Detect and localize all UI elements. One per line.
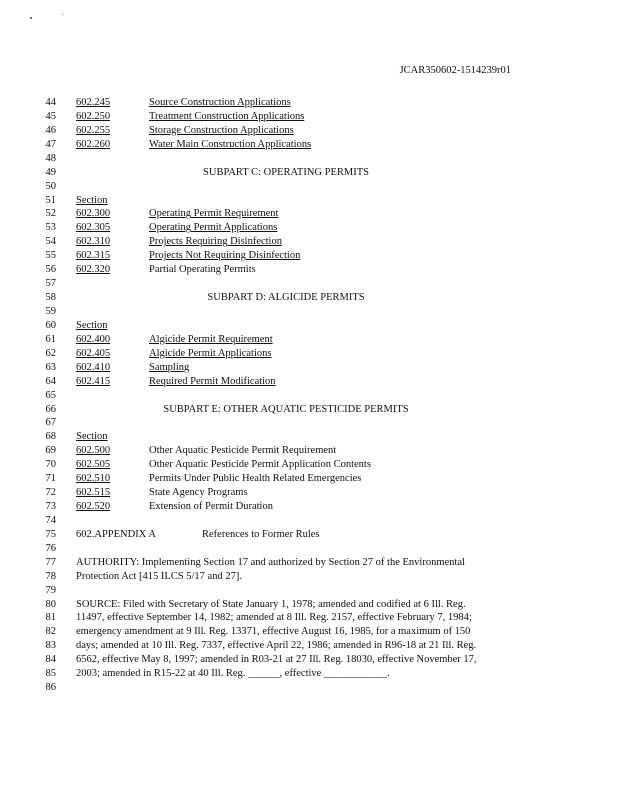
section-number: 602.315 [76,250,111,262]
line-number: 65 [45,389,56,401]
section-title: Extension of Permit Duration [149,501,273,512]
line-number: 78 [45,570,56,582]
line-number: 47 [45,138,56,150]
line-number: 80 [45,598,56,610]
document-line [0,403,600,417]
document-line [0,472,600,486]
document-line [0,389,600,403]
line-number: 61 [45,333,56,345]
document-line [0,486,600,500]
document-line [0,556,600,570]
document-line [0,194,600,208]
section-title: Required Permit Modification [149,375,276,387]
document-line [0,361,600,375]
section-number: 602.245 [76,97,111,108]
document-line [0,639,600,653]
line-number: 71 [45,473,56,485]
line-number: 60 [45,319,56,331]
document-line [0,221,600,235]
section-title: Treatment Construction Applications [149,110,305,122]
line-number: 66 [45,403,56,415]
line-number: 81 [45,612,56,624]
section-title: Other Aquatic Pesticide Permit Application Contents [149,459,371,471]
section-title: Other Aquatic Pesticide Permit Requirement [149,445,337,457]
section-number: 602.410 [76,361,111,373]
section-number: Section [76,194,108,206]
document-line [0,681,600,695]
section-title: Projects Requiring Disinfection [149,236,282,248]
section-title: Partial Operating Permits [149,264,256,276]
subpart-heading: SUBPART E: OTHER AQUATIC PESTICIDE PERMITS [163,403,409,415]
line-number: 63 [45,361,56,373]
document-line [0,430,600,444]
section-title: Algicide Permit Requirement [149,333,273,345]
document-line [0,625,600,639]
document-line [0,570,600,584]
section-number: Section [76,431,108,443]
document-line [0,375,600,389]
paragraph-text: 2003; amended in R15-22 at 40 Ill. Reg. ______, effective ____________. [76,668,390,680]
line-number: 64 [45,375,56,387]
line-number: 53 [45,222,56,234]
paragraph-text: days; amended at 10 Ill. Reg. 7337, effective April 22, 1986; amended in R96-18 at 21 Ill. Reg. [76,640,477,652]
paragraph-text: AUTHORITY: Implementing Section 17 and authorized by Section 27 of the Environmental [76,556,465,568]
document-line [0,180,600,194]
section-title: Projects Not Requiring Disinfection [149,250,301,262]
section-number: 602.500 [76,445,111,457]
line-number: 44 [45,97,56,108]
document-line [0,542,600,556]
line-number: 76 [45,542,56,554]
scan-speck [30,17,32,19]
section-number: 602.250 [76,110,111,122]
line-number: 50 [45,180,56,192]
line-number: 51 [45,194,56,206]
document-line [0,584,600,598]
section-title: Source Construction Applications [149,97,291,108]
line-number: 85 [45,668,56,680]
document-line [0,347,600,361]
section-title: Water Main Construction Applications [149,138,312,150]
line-number: 45 [45,110,56,122]
subpart-heading: SUBPART D: ALGICIDE PERMITS [207,292,365,303]
section-number: Section [76,319,108,331]
subpart-heading: SUBPART C: OPERATING PERMITS [203,166,369,178]
document-line [0,333,600,347]
line-number: 73 [45,501,56,512]
line-number: 57 [45,278,56,290]
section-number: 602.505 [76,459,111,471]
document-line [0,667,600,681]
section-title: State Agency Programs [149,487,248,498]
line-number: 48 [45,152,56,164]
line-number: 82 [45,626,56,638]
line-number: 62 [45,347,56,359]
line-number: 84 [45,654,56,666]
section-number: 602.320 [76,264,111,276]
document-line [0,110,600,124]
section-number: 602.260 [76,138,111,150]
line-number: 58 [45,292,56,303]
section-number: 602.510 [76,473,111,485]
section-title: Operating Permit Requirement [149,208,279,220]
document-line [0,152,600,166]
section-number: 602.255 [76,124,111,136]
section-number: 602.400 [76,333,111,345]
line-number: 72 [45,487,56,498]
document-line [0,249,600,263]
document-line [0,166,600,180]
line-number: 70 [45,459,56,471]
document-line [0,514,600,528]
document-line [0,444,600,458]
section-title: Storage Construction Applications [149,124,294,136]
line-number: 77 [45,556,56,568]
line-number: 55 [45,250,56,262]
document-line [0,138,600,152]
section-title: Operating Permit Applications [149,222,278,234]
document-line [0,653,600,667]
section-title: Sampling [149,361,190,373]
document-line [0,263,600,277]
section-number: 602.520 [76,501,111,512]
line-number: 86 [45,682,56,694]
document-line [0,305,600,319]
line-number: 83 [45,640,56,652]
line-number: 79 [45,584,56,596]
document-line [0,277,600,291]
section-number: 602.310 [76,236,111,248]
appendix-label: 602.APPENDIX A [76,528,156,540]
document-line [0,598,600,612]
line-number: 59 [45,305,56,317]
document-line [0,416,600,430]
document-line [0,319,600,333]
line-number: 67 [45,417,56,429]
paragraph-text: 6562, effective May 8, 1997; amended in R03-21 at 27 Ill. Reg. 18030, effective November 17, [76,654,477,666]
line-number: 75 [45,528,56,540]
document-line [0,611,600,625]
section-number: 602.415 [76,375,111,387]
document-line [0,96,600,110]
document-line [0,500,600,514]
line-number: 69 [45,445,56,457]
line-number: 56 [45,264,56,276]
document-line [0,235,600,249]
line-number: 54 [45,236,56,248]
line-number: 49 [45,166,56,178]
section-title: Algicide Permit Applications [149,347,272,359]
scan-speck [62,14,63,15]
line-number: 46 [45,124,56,136]
section-number: 602.515 [76,487,111,498]
section-number: 602.305 [76,222,111,234]
line-number: 74 [45,514,56,526]
line-number: 68 [45,431,56,443]
paragraph-text: emergency amendment at 9 Ill. Reg. 13371, effective August 16, 1985, for a maximum of 150 [76,626,471,638]
document-line [0,528,600,542]
section-number: 602.405 [76,347,111,359]
document-id: JCAR350602-1514239r01 [399,65,511,76]
document-line [0,291,600,305]
line-number: 52 [45,208,56,220]
paragraph-text: Protection Act [415 ILCS 5/17 and 27]. [76,570,242,582]
section-title: Permits Under Public Health Related Emergencies [149,473,362,485]
paragraph-text: SOURCE: Filed with Secretary of State January 1, 1978; amended and codified at 6 Ill. Reg. [76,598,466,610]
document-line [0,207,600,221]
document-line [0,458,600,472]
section-number: 602.300 [76,208,111,220]
paragraph-text: 11497, effective September 14, 1982; amended at 8 Ill. Reg. 2157, effective February 7, 1984; [76,612,472,624]
document-line [0,124,600,138]
appendix-title: References to Former Rules [202,528,320,540]
